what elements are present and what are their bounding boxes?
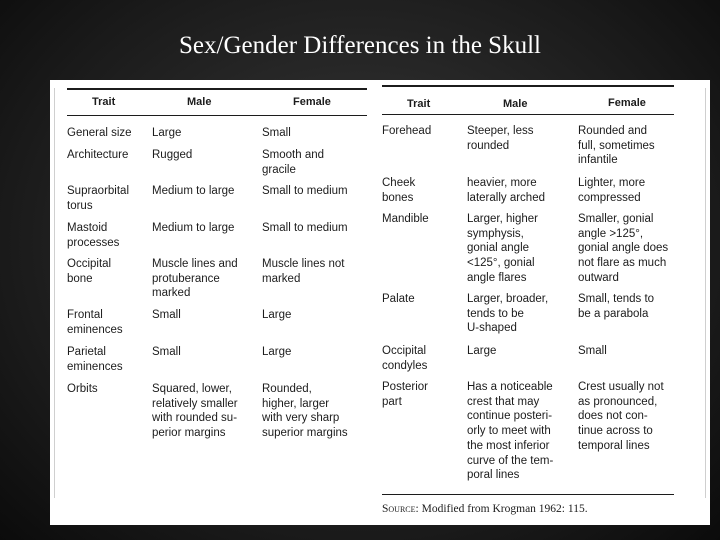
- table-cell-female: Rounded, higher, larger with very sharp superior margins: [262, 383, 348, 440]
- header-trait: Trait: [92, 96, 116, 108]
- scanned-table-page: [50, 80, 710, 525]
- table-cell-male: Rugged: [152, 149, 193, 161]
- table-cell-female: Large: [262, 309, 292, 321]
- table-cell-female: Smaller, gonial angle >125°, gonial angle does not flare as much outward: [578, 213, 669, 284]
- table-bottom-rule: [382, 494, 674, 495]
- header-trait: Trait: [407, 98, 431, 110]
- table-cell-male: heavier, more laterally arched: [467, 177, 545, 204]
- table-cell-trait: Parietal eminences: [67, 346, 123, 373]
- table-cell-male: Medium to large: [152, 222, 235, 234]
- table-cell-trait: Cheek bones: [382, 177, 416, 204]
- table-cell-male: Steeper, less rounded: [467, 125, 534, 152]
- table-cell-male: Medium to large: [152, 185, 235, 197]
- table-cell-female: Crest usually not as pronounced, does not con- tinue across to temporal lines: [578, 381, 664, 452]
- table-cell-trait: Mandible: [382, 213, 429, 225]
- table-cell-trait: Frontal eminences: [67, 309, 123, 336]
- table-cell-trait: General size: [67, 127, 132, 139]
- source-note: [382, 503, 588, 515]
- table-cell-male: Larger, higher symphysis, gonial angle <125°, gonial angle flares: [467, 213, 538, 284]
- table-top-rule: [67, 88, 367, 90]
- table-cell-male: Has a noticeable crest that may continue posteri- orly to meet with the most inferior curve of the tem- poral lines: [467, 381, 554, 482]
- header-rule: [67, 115, 367, 116]
- table-cell-male: Squared, lower, relatively smaller with rounded su- perior margins: [152, 383, 238, 440]
- header-male: Male: [503, 98, 528, 110]
- table-cell-trait: Supraorbital torus: [67, 185, 130, 212]
- table-cell-trait: Palate: [382, 293, 415, 305]
- source-label: Source:: [382, 503, 419, 515]
- table-cell-female: Small, tends to be a parabola: [578, 293, 655, 320]
- table-cell-trait: Occipital condyles: [382, 345, 428, 372]
- header-female: Female: [293, 96, 331, 108]
- table-cell-trait: Orbits: [67, 383, 98, 395]
- table-cell-trait: Mastoid processes: [67, 222, 120, 249]
- header-male: Male: [187, 96, 212, 108]
- table-cell-male: Large: [152, 127, 182, 139]
- table-cell-male: Large: [467, 345, 497, 357]
- table-cell-male: Small: [152, 309, 181, 321]
- scan-right-edge: [705, 88, 706, 498]
- table-cell-trait: Posterior part: [382, 381, 429, 408]
- table-cell-trait: Forehead: [382, 125, 432, 137]
- table-cell-female: Smooth and gracile: [262, 149, 325, 176]
- table-cell-male: Muscle lines and protuberance marked: [152, 258, 238, 300]
- slide-title: Sex/Gender Differences in the Skull: [179, 32, 541, 59]
- table-cell-trait: Occipital bone: [67, 258, 112, 285]
- table-cell-female: Large: [262, 346, 292, 358]
- table-cell-female: Rounded and full, sometimes infantile: [578, 125, 655, 167]
- scan-left-edge: [54, 88, 55, 498]
- header-rule: [382, 114, 674, 115]
- table-cell-female: Muscle lines not marked: [262, 258, 345, 285]
- table-cell-trait: Architecture: [67, 149, 129, 161]
- source-text: Modified from Krogman 1962: 115.: [418, 503, 588, 515]
- table-top-rule: [382, 85, 674, 87]
- table-cell-male: Small: [152, 346, 181, 358]
- header-female: Female: [608, 97, 646, 109]
- table-cell-female: Small to medium: [262, 185, 348, 197]
- table-cell-female: Lighter, more compressed: [578, 177, 646, 204]
- table-cell-female: Small: [578, 345, 607, 357]
- table-cell-female: Small to medium: [262, 222, 348, 234]
- table-cell-female: Small: [262, 127, 291, 139]
- table-cell-male: Larger, broader, tends to be U-shaped: [467, 293, 549, 335]
